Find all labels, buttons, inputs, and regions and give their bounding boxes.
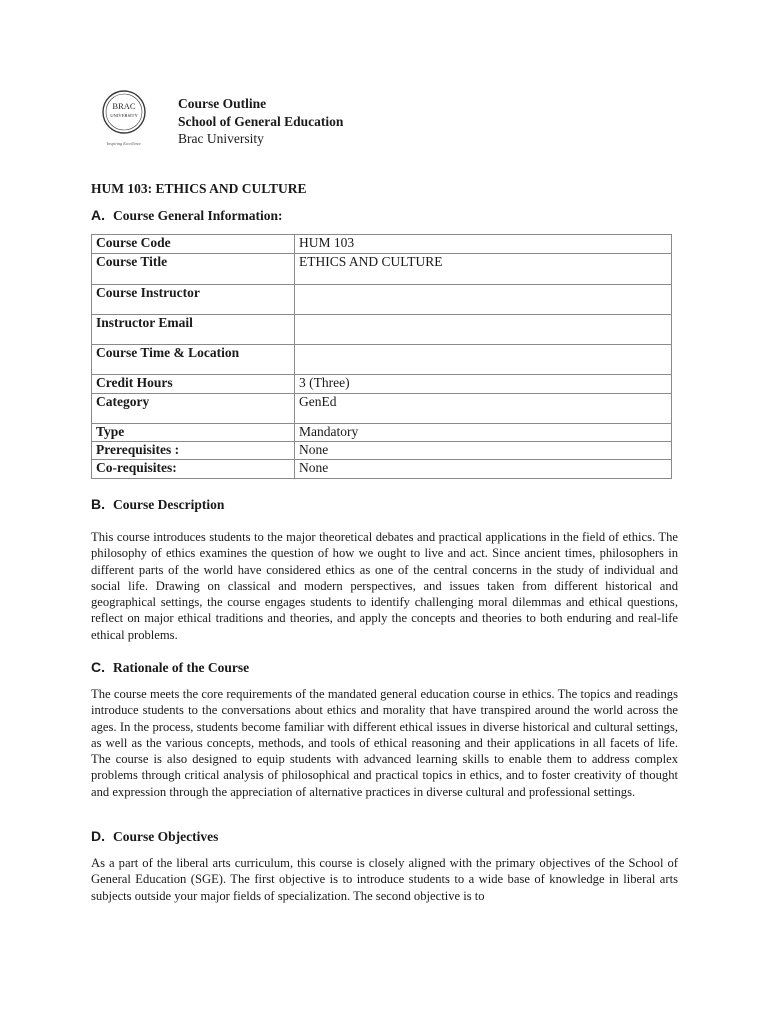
- section-b-title: Course Description: [113, 497, 225, 512]
- table-cell-value: 3 (Three): [295, 375, 672, 394]
- table-row: [92, 394, 672, 424]
- table-cell-label: Course Instructor: [92, 285, 295, 315]
- logo-tagline: Inspiring Excellence: [106, 141, 142, 146]
- header-school-name: School of General Education: [178, 113, 344, 129]
- table-row: [92, 442, 672, 460]
- course-info-table: [91, 234, 672, 479]
- section-a-title: Course General Information:: [113, 208, 283, 223]
- section-d-letter: D.: [91, 828, 105, 844]
- header-university-name: Brac University: [178, 131, 264, 146]
- table-row: [92, 285, 672, 315]
- table-cell-value: GenEd: [295, 394, 672, 424]
- table-cell-label: Instructor Email: [92, 315, 295, 345]
- table-row: [92, 315, 672, 345]
- table-row: [92, 345, 672, 375]
- logo-text-brac: BRAC: [112, 101, 136, 111]
- table-row: [92, 254, 672, 285]
- course-rationale-text: The course meets the core requirements of the mandated general education course in ethics. The topics and readings introduce students to the conversations about ethics and morality that have transpired around the world across the ages. In the process, students become familiar with different ethical issues in diverse historical and cultural settings, as well as the various concepts, methods, and tools of ethical reasoning and their applications in all facets of life. The course is also designed to equip students with advanced learning skills to enable them to address complex problems through critical analysis of philosophical and practical topics in ethics, and to foster creativity of thought and expression through the appreciation of alternative practices in diverse cultural and professional settings.: [91, 687, 678, 799]
- header-course-outline: Course Outline: [178, 96, 267, 111]
- section-a-heading: [91, 207, 282, 224]
- table-row: [92, 460, 672, 479]
- section-a-letter: A.: [91, 207, 105, 223]
- course-description-text: This course introduces students to the major theoretical debates and practical applications in the field of ethics. The philosophy of ethics examines the question of how we ought to live and act. Since ancient times, philosophers in different parts of the world have considered ethics as one of the central concerns in the study of individual and social life. Drawing on classical and modern perspectives, and issues taken from different historical and geographical settings, the course engages students to identify challenging moral dilemmas and ethical questions, reflect on major ethical traditions and theories, and apply the concepts and theories to both enduring and real-life ethical problems.: [91, 530, 678, 642]
- section-d-heading: [91, 828, 218, 845]
- document-header: [178, 95, 343, 148]
- table-cell-label: Type: [92, 424, 295, 442]
- table-cell-value: None: [295, 460, 672, 479]
- logo-text-university: UNIVERSITY: [110, 113, 138, 118]
- course-heading: HUM 103: ETHICS AND CULTURE: [91, 181, 307, 196]
- table-cell-label: Course Title: [92, 254, 295, 285]
- table-cell-value: [295, 285, 672, 315]
- table-cell-value: [295, 315, 672, 345]
- section-b-letter: B.: [91, 496, 105, 512]
- section-c-title: Rationale of the Course: [113, 660, 250, 675]
- table-cell-label: Category: [92, 394, 295, 424]
- section-c-letter: C.: [91, 659, 105, 675]
- course-objectives-text: As a part of the liberal arts curriculum, this course is closely aligned with the primary objectives of the School of General Education (SGE). The first objective is to introduce students to a wide base of knowledge in liberal arts subjects outside your major fields of specialization. The second objective is to: [91, 856, 678, 903]
- table-cell-label: Course Code: [92, 235, 295, 254]
- table-cell-value: ETHICS AND CULTURE: [295, 254, 672, 285]
- table-cell-label: Co-requisites:: [92, 460, 295, 479]
- table-row: [92, 375, 672, 394]
- brac-university-logo: [100, 88, 168, 150]
- table-cell-label: Prerequisites :: [92, 442, 295, 460]
- table-row: [92, 424, 672, 442]
- table-cell-value: [295, 345, 672, 375]
- section-c-heading: [91, 659, 249, 676]
- table-cell-label: Course Time & Location: [92, 345, 295, 375]
- table-cell-label: Credit Hours: [92, 375, 295, 394]
- table-cell-value: Mandatory: [295, 424, 672, 442]
- table-cell-value: None: [295, 442, 672, 460]
- section-d-title: Course Objectives: [113, 829, 219, 844]
- section-b-heading: [91, 496, 224, 513]
- table-cell-value: HUM 103: [295, 235, 672, 254]
- table-row: [92, 235, 672, 254]
